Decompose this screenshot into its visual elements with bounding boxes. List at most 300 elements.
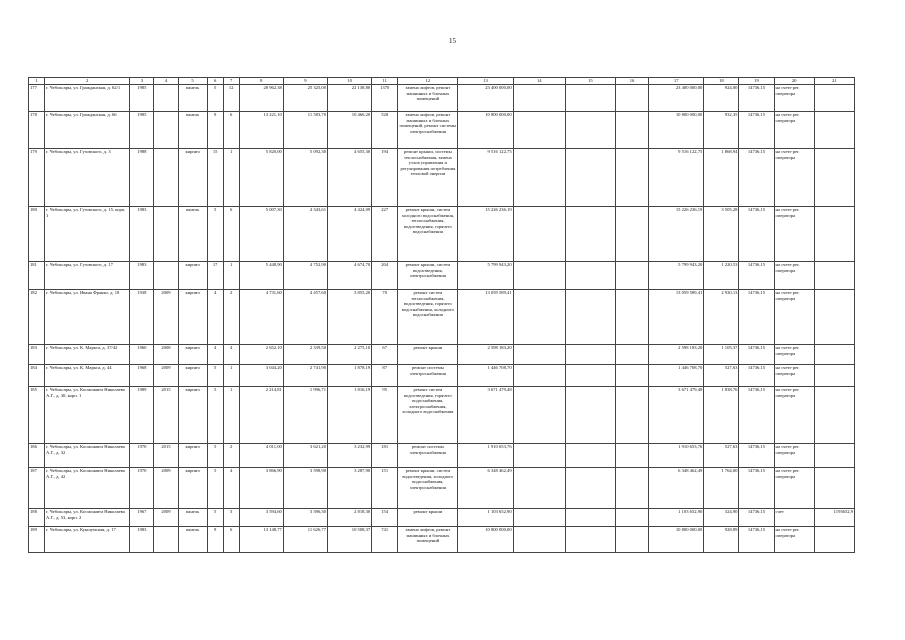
table-cell: 10 800 000,00 [649, 527, 704, 553]
table-cell: г. Чебоксары, ул. Космонавта Николаева А.Г., д. 53, корп. 2 [45, 509, 130, 527]
table-cell [565, 444, 615, 468]
table-cell: 4 752,90 [283, 262, 327, 290]
table-cell: 324,90 [704, 509, 739, 527]
table-cell: 2 339,50 [283, 345, 327, 365]
table-cell: кирпич [178, 444, 207, 468]
table-cell: 2 818,30 [328, 509, 372, 527]
table-cell: кирпич [178, 345, 207, 365]
table-cell [814, 387, 854, 444]
table-cell [565, 207, 615, 262]
table-cell: 6 [223, 207, 239, 262]
table-cell: ремонт системы электроснабжения [398, 365, 458, 387]
column-number: 15 [565, 78, 615, 85]
table-cell: 1370 [372, 85, 398, 112]
table-cell: ремонт крыши, систем водоотведения, холодного водоснабжения, электроснабжения [398, 468, 458, 509]
table-cell: 2 652,10 [239, 345, 283, 365]
table-cell: 1 996,71 [283, 387, 327, 444]
table-cell: 3 671 479,48 [458, 387, 513, 444]
table-cell: на счете рег. оператора [774, 444, 814, 468]
table-cell: 204 [372, 262, 398, 290]
table-cell: 1 103 652,90 [649, 509, 704, 527]
table-cell: 3 505,28 [704, 207, 739, 262]
column-number: 2 [45, 78, 130, 85]
table-cell [814, 262, 854, 290]
table-cell: 1968 [130, 365, 154, 387]
table-cell [513, 345, 565, 365]
column-number: 5 [178, 78, 207, 85]
column-number: 7 [223, 78, 239, 85]
table-cell: 1970 [130, 444, 154, 468]
table-cell: 2009 [154, 290, 178, 345]
table-cell: 2008 [154, 345, 178, 365]
table-cell [616, 262, 649, 290]
table-cell: 5 [207, 444, 223, 468]
table-cell [154, 112, 178, 149]
table-cell: 4 731,60 [239, 290, 283, 345]
table-cell [616, 149, 649, 207]
table-cell: г. Чебоксары, ул. Космонавта Николаева А.Г., д. 30, корп. 1 [45, 387, 130, 444]
table-cell: 5 [207, 365, 223, 387]
column-number: 12 [398, 78, 458, 85]
table-cell: 4 457,60 [283, 290, 327, 345]
table-cell: 2 930,13 [704, 290, 739, 345]
table-cell: 95 [372, 387, 398, 444]
column-number: 11 [372, 78, 398, 85]
table-row [29, 207, 855, 262]
table-cell: 10 800 000,00 [649, 112, 704, 149]
table-cell: на счете рег. оператора [774, 207, 814, 262]
table-cell: 4 424,09 [328, 207, 372, 262]
table-cell: г. Чебоксары, ул. Космонавта Николаева А.Г., д. 32 [45, 444, 130, 468]
table-cell: 1983 [130, 207, 154, 262]
table-cell: ремонт крыши [398, 345, 458, 365]
table-cell [814, 207, 854, 262]
table-cell: 10 800 000,00 [458, 527, 513, 553]
table-row [29, 387, 855, 444]
table-cell: 6 348 462,49 [649, 468, 704, 509]
table-cell: 1983 [130, 262, 154, 290]
table-cell: 15 226 236,19 [458, 207, 513, 262]
table-cell: 1989 [130, 387, 154, 444]
table-cell: 9 516 122,75 [458, 149, 513, 207]
column-number: 21 [814, 78, 854, 85]
table-cell: 9 516 122,75 [649, 149, 704, 207]
table-cell: кирпич [178, 262, 207, 290]
table-cell: 14736,15 [739, 290, 774, 345]
table-cell: 527,63 [704, 444, 739, 468]
table-row [29, 345, 855, 365]
table-cell: 3 855,20 [328, 290, 372, 345]
table-cell [513, 387, 565, 444]
table-cell: 11 626,77 [283, 527, 327, 553]
table-cell [814, 345, 854, 365]
table-cell [154, 527, 178, 553]
table-cell: 5 [207, 85, 223, 112]
table-cell: 3 [223, 509, 239, 527]
table-cell: 17 [207, 262, 223, 290]
table-cell: на счете рег. оператора [774, 149, 814, 207]
table-cell: ремонт крыши, систем холодного водоснабжения, теплоснабжения, водоотведения, горячего водоснабжения [398, 207, 458, 262]
table-cell: 1 910 653,76 [458, 444, 513, 468]
table-cell: 181 [29, 262, 45, 290]
table-cell: 3 044,20 [239, 365, 283, 387]
table-cell: 4 343,61 [283, 207, 327, 262]
table-cell: г. Чебоксары, ул. Кукшумская, д. 17 [45, 527, 130, 553]
table-cell: кирпич [178, 468, 207, 509]
table-cell: 1985 [130, 112, 154, 149]
column-number: 18 [704, 78, 739, 85]
table-cell: 185 [29, 387, 45, 444]
table-cell: 10 466,20 [328, 112, 372, 149]
table-cell [814, 527, 854, 553]
table-cell [565, 509, 615, 527]
table-cell: 4 [223, 468, 239, 509]
table-cell [565, 149, 615, 207]
table-cell: 179 [29, 149, 45, 207]
table-cell: 2009 [154, 365, 178, 387]
column-number: 6 [207, 78, 223, 85]
table-row [29, 85, 855, 112]
table-cell: 1 910 653,76 [649, 444, 704, 468]
column-number: 19 [739, 78, 774, 85]
table-cell: г. Чебоксары, ул. Гузовского, д. 17 [45, 262, 130, 290]
table-cell: 1 [223, 365, 239, 387]
table-cell [616, 85, 649, 112]
table-cell: панель [178, 85, 207, 112]
table-cell: 2 [223, 290, 239, 345]
table-cell: 2015 [154, 444, 178, 468]
table-cell: 15 226 236,19 [649, 207, 704, 262]
table-cell [513, 527, 565, 553]
table-cell: ремонт системы электроснабжения [398, 444, 458, 468]
table-cell [513, 365, 565, 387]
table-cell: 527,63 [704, 365, 739, 387]
table-cell: счет [774, 509, 814, 527]
table-cell: 5 448,90 [239, 262, 283, 290]
table-cell [814, 444, 854, 468]
table-cell: 5 007,30 [239, 207, 283, 262]
table-cell: 1 816,19 [328, 387, 372, 444]
table-cell: 182 [29, 290, 45, 345]
table-cell: 14736,15 [739, 387, 774, 444]
table-cell: г. Чебоксары, ул. Космонавта Николаева А.Г., д. 42 [45, 468, 130, 509]
table-cell: 87 [372, 365, 398, 387]
table-cell: на счете рег. оператора [774, 112, 814, 149]
table-cell: 1983 [130, 527, 154, 553]
table-cell: 13 059 589,41 [458, 290, 513, 345]
table-cell: 6 [223, 527, 239, 553]
table-cell: 10 508,37 [328, 527, 372, 553]
table-cell: 1 105,37 [704, 345, 739, 365]
table-cell [616, 527, 649, 553]
table-cell: 5 799 943,20 [458, 262, 513, 290]
table-cell: 10 800 000,00 [458, 112, 513, 149]
table-cell [616, 207, 649, 262]
table-cell: 528 [372, 112, 398, 149]
table-cell [616, 112, 649, 149]
column-number: 10 [328, 78, 372, 85]
table-cell [154, 85, 178, 112]
table-cell [513, 290, 565, 345]
table-cell: 4 [207, 345, 223, 365]
table-cell: 1985 [130, 85, 154, 112]
table-cell: 15 [207, 149, 223, 207]
table-cell: 3 866,90 [239, 468, 283, 509]
table-cell: 188 [29, 509, 45, 527]
table-cell: г. Чебоксары, ул. Гузовского, д. 3 [45, 149, 130, 207]
table-cell: 3 621,20 [283, 444, 327, 468]
column-number: 17 [649, 78, 704, 85]
table-cell: 154 [372, 509, 398, 527]
table-row [29, 365, 855, 387]
table-cell: кирпич [178, 290, 207, 345]
table-cell: на счете рег. оператора [774, 85, 814, 112]
table-cell: 741 [372, 527, 398, 553]
table-row [29, 509, 855, 527]
table-cell: 2 [223, 444, 239, 468]
header-row [29, 78, 855, 85]
table-row [29, 262, 855, 290]
table-cell: 14736,15 [739, 345, 774, 365]
table-cell [154, 149, 178, 207]
table-cell [513, 444, 565, 468]
table-cell: 9 [207, 527, 223, 553]
table-cell: 13 148,77 [239, 527, 283, 553]
table-cell: 183 [29, 345, 45, 365]
table-cell [616, 468, 649, 509]
table-row [29, 112, 855, 149]
table-cell: 2009 [154, 509, 178, 527]
table-cell: 177 [29, 85, 45, 112]
table-cell [565, 527, 615, 553]
table-cell: 1 868,94 [704, 149, 739, 207]
table-cell: 187 [29, 468, 45, 509]
table-cell: 3 671 479,48 [649, 387, 704, 444]
table-cell: г. Чебоксары, ул. Гражданская, д. 66 [45, 112, 130, 149]
table-cell: 14736,15 [739, 444, 774, 468]
table-cell: 1193652,9 [814, 509, 854, 527]
table-cell: 1 [223, 149, 239, 207]
table-cell: 9 [207, 112, 223, 149]
table-cell: замена лифтов, ремонт машинных и блочных помещений [398, 527, 458, 553]
table-cell: 1 838,76 [704, 387, 739, 444]
table-cell: 1 878,19 [328, 365, 372, 387]
column-number: 1 [29, 78, 45, 85]
column-number: 8 [239, 78, 283, 85]
table-cell: на счете рег. оператора [774, 527, 814, 553]
table-cell [565, 262, 615, 290]
table-cell: 2 598 183,20 [649, 345, 704, 365]
table-cell: 180 [29, 207, 45, 262]
table-cell: 5 [207, 387, 223, 444]
table-cell: 5 820,00 [239, 149, 283, 207]
table-cell: 151 [372, 468, 398, 509]
table-cell: 70 [372, 290, 398, 345]
table-cell: на счете рег. оператора [774, 262, 814, 290]
table-cell: 5 [207, 207, 223, 262]
table-cell: 2 598 183,20 [458, 345, 513, 365]
table-cell [814, 290, 854, 345]
table-cell: г. Чебоксары, ул. К. Маркса, д. 44 [45, 365, 130, 387]
table-cell: на счете рег. оператора [774, 345, 814, 365]
table-cell: 5 799 943,20 [649, 262, 704, 290]
table-cell: 1 103 652,90 [458, 509, 513, 527]
table-cell: 2009 [154, 468, 178, 509]
table-cell [565, 387, 615, 444]
table-row [29, 290, 855, 345]
table-cell [565, 112, 615, 149]
column-number: 13 [458, 78, 513, 85]
table-cell: замена лифтов, ремонт машинных и блочных помещений [398, 85, 458, 112]
table-cell: 928,89 [704, 527, 739, 553]
table-cell: 1 220,53 [704, 262, 739, 290]
table-cell: 1960 [130, 345, 154, 365]
table-cell: 13 059 589,41 [649, 290, 704, 345]
table-cell: 189 [29, 527, 45, 553]
column-number: 16 [616, 78, 649, 85]
table-cell: 28 962,38 [239, 85, 283, 112]
table-cell: 5 092,30 [283, 149, 327, 207]
table-cell: замена лифтов, ремонт машинных и блочных помещений, ремонт системы электроснабжения [398, 112, 458, 149]
table-cell: г. Чебоксары, ул. К. Маркса, д. 37/42 [45, 345, 130, 365]
table-cell: 67 [372, 345, 398, 365]
table-cell [565, 468, 615, 509]
table-cell [814, 85, 854, 112]
table-cell: 194 [372, 149, 398, 207]
column-number: 9 [283, 78, 327, 85]
table-cell [513, 262, 565, 290]
table-cell: 178 [29, 112, 45, 149]
table-cell: 14736,15 [739, 509, 774, 527]
table-cell: панель [178, 112, 207, 149]
table-cell: 5 [207, 468, 223, 509]
table-cell: 1967 [130, 509, 154, 527]
table-cell [814, 149, 854, 207]
table-cell [616, 444, 649, 468]
table-cell: 3 287,90 [328, 468, 372, 509]
table-cell [814, 365, 854, 387]
table-cell: 3 232,99 [328, 444, 372, 468]
table-cell: г. Чебоксары, ул. Ивана Франко, д. 18 [45, 290, 130, 345]
table-cell: 932,35 [704, 112, 739, 149]
table-cell: 1 [223, 387, 239, 444]
table-cell: 5 [207, 509, 223, 527]
table-cell [814, 112, 854, 149]
table-row [29, 444, 855, 468]
table-row [29, 527, 855, 553]
table-cell [616, 345, 649, 365]
table-cell: 1 446 708,70 [458, 365, 513, 387]
page-number: 15 [449, 37, 456, 45]
table-cell: 4 [207, 290, 223, 345]
table-cell: 4 674,70 [328, 262, 372, 290]
table-cell: на счете рег. оператора [774, 365, 814, 387]
table-cell: 13 221,10 [239, 112, 283, 149]
table-cell [565, 85, 615, 112]
table-cell: ремонт систем водоотведения, горячего водоснабжения, электроснабжения, холодного водоснабжения [398, 387, 458, 444]
table-cell: 14736,15 [739, 85, 774, 112]
table-cell [513, 149, 565, 207]
table-cell: ремонт систем теплоснабжения, водоотведения, горячего водоснабжения, холодного водоснабжения [398, 290, 458, 345]
table-cell [565, 365, 615, 387]
table-cell: 1 [223, 262, 239, 290]
table-cell: 14736,15 [739, 365, 774, 387]
column-number: 4 [154, 78, 178, 85]
table-cell: 11 583,70 [283, 112, 327, 149]
table-cell: 14736,15 [739, 207, 774, 262]
table-cell: 4 655,30 [328, 149, 372, 207]
table-cell: панель [178, 207, 207, 262]
table-cell: 3 594,60 [239, 509, 283, 527]
table-cell: панель [178, 509, 207, 527]
table-row [29, 468, 855, 509]
table-cell [616, 387, 649, 444]
table-cell: ремонт крыши, системы теплоснабжения, замена узлов управления и регулирования потребления тепловой энергии [398, 149, 458, 207]
table-cell [154, 207, 178, 262]
table-cell: кирпич [178, 387, 207, 444]
table-cell: кирпич [178, 365, 207, 387]
table-cell: 14736,15 [739, 112, 774, 149]
table-cell: 184 [29, 365, 45, 387]
table-cell: кирпич [178, 149, 207, 207]
table-cell: панель [178, 527, 207, 553]
table-row [29, 149, 855, 207]
table-cell: 6 [223, 112, 239, 149]
table-cell: 2 741,90 [283, 365, 327, 387]
table-cell: 227 [372, 207, 398, 262]
table-cell [616, 290, 649, 345]
table-cell [616, 509, 649, 527]
table-cell: 6 348 462,49 [458, 468, 513, 509]
table-cell: 1 446 708,70 [649, 365, 704, 387]
table-cell: 181 [372, 444, 398, 468]
table-cell: 4 011,00 [239, 444, 283, 468]
table-cell: 22 138,80 [328, 85, 372, 112]
table-cell [814, 468, 854, 509]
table-cell: 23 400 000,00 [458, 85, 513, 112]
table-cell: 2015 [154, 387, 178, 444]
table-cell: 3 396,30 [283, 509, 327, 527]
table-cell: 3 598,90 [283, 468, 327, 509]
table-cell: на счете рег. оператора [774, 468, 814, 509]
table-cell: 14736,15 [739, 468, 774, 509]
table-cell: на счете рег. оператора [774, 290, 814, 345]
column-number: 14 [513, 78, 565, 85]
table-cell [565, 290, 615, 345]
table-cell: на счете рег. оператора [774, 387, 814, 444]
column-number: 3 [130, 78, 154, 85]
table-cell: 1938 [130, 290, 154, 345]
table-cell: 2 214,81 [239, 387, 283, 444]
table-cell: 2 275,10 [328, 345, 372, 365]
table-cell: 186 [29, 444, 45, 468]
table-cell [154, 262, 178, 290]
table-cell [513, 207, 565, 262]
table-cell: 1988 [130, 149, 154, 207]
table-cell: 924,00 [704, 85, 739, 112]
table-cell: 1970 [130, 468, 154, 509]
table-cell [513, 112, 565, 149]
table-cell: 25 325,00 [283, 85, 327, 112]
table-cell: ремонт крыши, систем водоотведения, электроснабжения [398, 262, 458, 290]
table-cell: г. Чебоксары, ул. Гражданская, д. 62/1 [45, 85, 130, 112]
table-cell [513, 85, 565, 112]
table-cell [513, 468, 565, 509]
table-cell [565, 345, 615, 365]
table-cell: ремонт крыши [398, 509, 458, 527]
table-cell: 14736,15 [739, 149, 774, 207]
table-cell: 14736,15 [739, 262, 774, 290]
